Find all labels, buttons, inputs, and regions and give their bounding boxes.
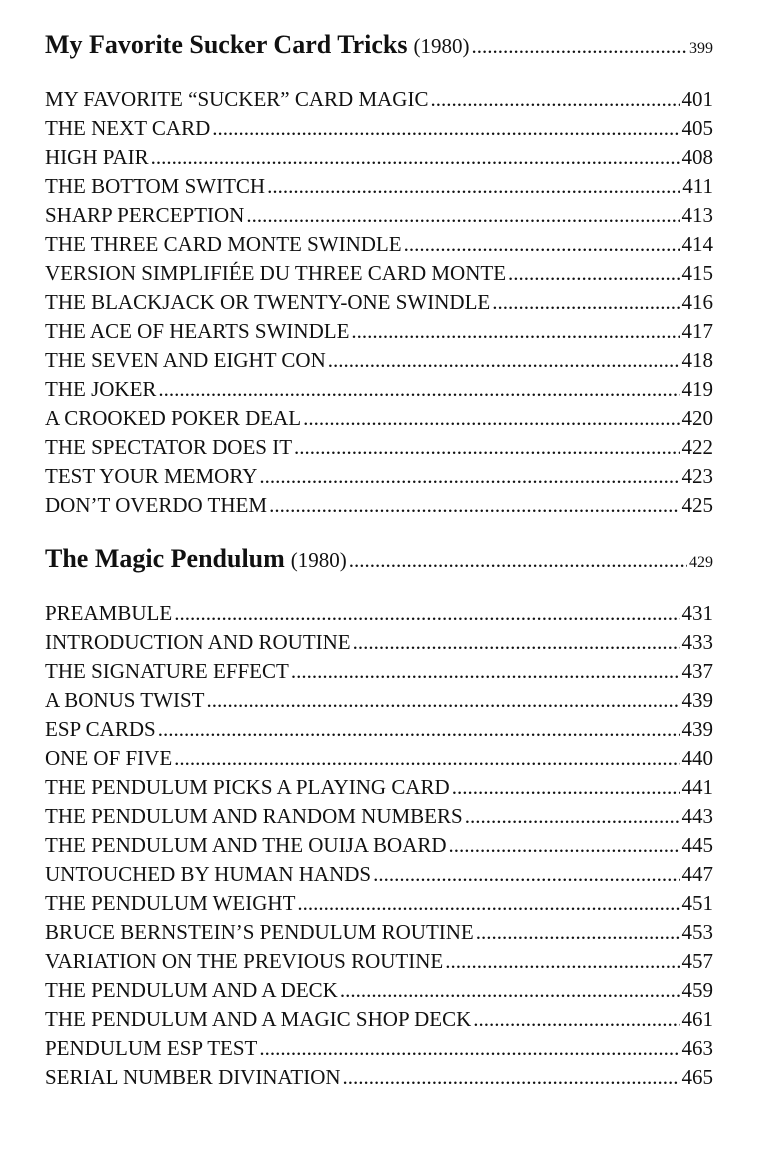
toc-entry[interactable] bbox=[45, 145, 713, 174]
dot-leader bbox=[404, 232, 680, 257]
toc-section-sucker-card-tricks bbox=[45, 30, 713, 522]
dot-leader bbox=[508, 261, 679, 286]
entry-title: THE SIGNATURE EFFECT bbox=[45, 659, 289, 683]
toc-entry[interactable] bbox=[45, 464, 713, 493]
toc-section-magic-pendulum bbox=[45, 544, 713, 1094]
section-page-number: 429 bbox=[689, 554, 713, 571]
toc-entry[interactable] bbox=[45, 630, 713, 659]
toc-entry[interactable] bbox=[45, 261, 713, 290]
entry-page-number: 457 bbox=[681, 949, 713, 973]
entry-page-number: 443 bbox=[681, 804, 713, 828]
entry-title: THE PENDULUM WEIGHT bbox=[45, 891, 296, 915]
entry-page-number: 422 bbox=[681, 435, 713, 459]
section-title: The Magic Pendulum bbox=[45, 544, 285, 573]
entry-page-number: 465 bbox=[681, 1065, 713, 1089]
dot-leader bbox=[259, 464, 679, 489]
dot-leader bbox=[472, 34, 687, 59]
dot-leader bbox=[465, 804, 680, 829]
toc-entry[interactable] bbox=[45, 406, 713, 435]
entry-page-number: 413 bbox=[681, 203, 713, 227]
toc-entry[interactable] bbox=[45, 659, 713, 688]
toc-entry[interactable] bbox=[45, 978, 713, 1007]
entry-page-number: 419 bbox=[681, 377, 713, 401]
section-heading[interactable] bbox=[45, 544, 713, 584]
entry-page-number: 453 bbox=[681, 920, 713, 944]
dot-leader bbox=[328, 348, 680, 373]
entry-list bbox=[45, 601, 713, 1094]
dot-leader bbox=[174, 601, 679, 626]
entry-page-number: 408 bbox=[681, 145, 713, 169]
entry-title: A CROOKED POKER DEAL bbox=[45, 406, 302, 430]
entry-page-number: 423 bbox=[681, 464, 713, 488]
entry-title: PREAMBULE bbox=[45, 601, 173, 625]
entry-page-number: 441 bbox=[681, 775, 713, 799]
entry-title: THE JOKER bbox=[45, 377, 157, 401]
dot-leader bbox=[476, 920, 680, 945]
toc-entry[interactable] bbox=[45, 601, 713, 630]
dot-leader bbox=[373, 862, 679, 887]
entry-title: THE PENDULUM AND RANDOM NUMBERS bbox=[45, 804, 463, 828]
dot-leader bbox=[492, 290, 679, 315]
entry-page-number: 416 bbox=[681, 290, 713, 314]
entry-page-number: 401 bbox=[681, 87, 713, 111]
dot-leader bbox=[212, 116, 679, 141]
entry-title: UNTOUCHED BY HUMAN HANDS bbox=[45, 862, 372, 886]
entry-page-number: 417 bbox=[681, 319, 713, 343]
entry-page-number: 411 bbox=[682, 174, 713, 198]
entry-title: ONE OF FIVE bbox=[45, 746, 173, 770]
dot-leader bbox=[259, 1036, 679, 1061]
entry-page-number: 415 bbox=[681, 261, 713, 285]
dot-leader bbox=[206, 688, 679, 713]
dot-leader bbox=[158, 377, 679, 402]
dot-leader bbox=[294, 435, 679, 460]
entry-page-number: 437 bbox=[681, 659, 713, 683]
dot-leader bbox=[452, 775, 680, 800]
toc-entry[interactable] bbox=[45, 1036, 713, 1065]
dot-leader bbox=[343, 1065, 680, 1090]
dot-leader bbox=[269, 493, 679, 518]
entry-page-number: 451 bbox=[681, 891, 713, 915]
dot-leader bbox=[351, 319, 679, 344]
dot-leader bbox=[174, 746, 679, 771]
toc-entry[interactable] bbox=[45, 1007, 713, 1036]
dot-leader bbox=[449, 833, 680, 858]
entry-page-number: 439 bbox=[681, 717, 713, 741]
entry-title: THE PENDULUM AND THE OUIJA BOARD bbox=[45, 833, 447, 857]
entry-page-number: 418 bbox=[681, 348, 713, 372]
entry-title: THE PENDULUM AND A MAGIC SHOP DECK bbox=[45, 1007, 472, 1031]
entry-page-number: 461 bbox=[681, 1007, 713, 1031]
section-heading[interactable] bbox=[45, 30, 713, 70]
toc-entry[interactable] bbox=[45, 920, 713, 949]
dot-leader bbox=[267, 174, 680, 199]
dot-leader bbox=[473, 1007, 679, 1032]
section-year: (1980) bbox=[290, 548, 347, 572]
toc-entry[interactable] bbox=[45, 348, 713, 377]
section-title: My Favorite Sucker Card Tricks bbox=[45, 30, 408, 59]
dot-leader bbox=[445, 949, 679, 974]
entry-page-number: 420 bbox=[681, 406, 713, 430]
toc-entry[interactable] bbox=[45, 290, 713, 319]
toc-entry[interactable] bbox=[45, 174, 713, 203]
entry-list bbox=[45, 87, 713, 522]
toc-entry[interactable] bbox=[45, 833, 713, 862]
entry-page-number: 433 bbox=[681, 630, 713, 654]
dot-leader bbox=[151, 145, 680, 170]
entry-page-number: 439 bbox=[681, 688, 713, 712]
section-page-number: 399 bbox=[689, 40, 713, 57]
entry-title: VARIATION ON THE PREVIOUS ROUTINE bbox=[45, 949, 444, 973]
dot-leader bbox=[349, 548, 687, 573]
toc-entry[interactable] bbox=[45, 717, 713, 746]
dot-leader bbox=[340, 978, 680, 1003]
entry-title: THE NEXT CARD bbox=[45, 116, 211, 140]
toc-entry[interactable] bbox=[45, 746, 713, 775]
toc-entry[interactable] bbox=[45, 493, 713, 522]
dot-leader bbox=[430, 87, 679, 112]
toc-entry[interactable] bbox=[45, 949, 713, 978]
toc-entry[interactable] bbox=[45, 116, 713, 145]
toc-entry[interactable] bbox=[45, 775, 713, 804]
entry-title: THE BOTTOM SWITCH bbox=[45, 174, 266, 198]
entry-title: THE ACE OF HEARTS SWINDLE bbox=[45, 319, 350, 343]
toc-entry[interactable] bbox=[45, 377, 713, 406]
entry-title: THE SEVEN AND EIGHT CON bbox=[45, 348, 326, 372]
entry-page-number: 463 bbox=[681, 1036, 713, 1060]
toc-entry[interactable] bbox=[45, 804, 713, 833]
entry-title: SERIAL NUMBER DIVINATION bbox=[45, 1065, 341, 1089]
entry-title: THE THREE CARD MONTE SWINDLE bbox=[45, 232, 402, 256]
entry-title: INTRODUCTION AND ROUTINE bbox=[45, 630, 351, 654]
entry-page-number: 414 bbox=[681, 232, 713, 256]
toc-entry[interactable] bbox=[45, 232, 713, 261]
toc-entry[interactable] bbox=[45, 862, 713, 891]
entry-page-number: 405 bbox=[681, 116, 713, 140]
entry-page-number: 431 bbox=[681, 601, 713, 625]
toc-entry[interactable] bbox=[45, 688, 713, 717]
entry-title: THE BLACKJACK OR TWENTY-ONE SWINDLE bbox=[45, 290, 491, 314]
entry-title: PENDULUM ESP TEST bbox=[45, 1036, 258, 1060]
dot-leader bbox=[291, 659, 680, 684]
toc-entry[interactable] bbox=[45, 203, 713, 232]
entry-page-number: 459 bbox=[681, 978, 713, 1002]
entry-page-number: 440 bbox=[681, 746, 713, 770]
entry-title: THE PENDULUM AND A DECK bbox=[45, 978, 338, 1002]
entry-title: MY FAVORITE “SUCKER” CARD MAGIC bbox=[45, 87, 429, 111]
toc-entry[interactable] bbox=[45, 1065, 713, 1094]
dot-leader bbox=[158, 717, 680, 742]
entry-page-number: 425 bbox=[681, 493, 713, 517]
entry-title: DON’T OVERDO THEM bbox=[45, 493, 268, 517]
toc-entry[interactable] bbox=[45, 891, 713, 920]
table-of-contents bbox=[45, 30, 713, 1094]
entry-title: BRUCE BERNSTEIN’S PENDULUM ROUTINE bbox=[45, 920, 474, 944]
entry-title: HIGH PAIR bbox=[45, 145, 149, 169]
entry-title: TEST YOUR MEMORY bbox=[45, 464, 258, 488]
dot-leader bbox=[353, 630, 680, 655]
entry-page-number: 447 bbox=[681, 862, 713, 886]
dot-leader bbox=[246, 203, 679, 228]
entry-title: SHARP PERCEPTION bbox=[45, 203, 245, 227]
entry-title: THE PENDULUM PICKS A PLAYING CARD bbox=[45, 775, 450, 799]
dot-leader bbox=[297, 891, 679, 916]
entry-title: THE SPECTATOR DOES IT bbox=[45, 435, 293, 459]
toc-entry[interactable] bbox=[45, 319, 713, 348]
entry-title: VERSION SIMPLIFIÉE DU THREE CARD MONTE bbox=[45, 261, 507, 285]
entry-title: ESP CARDS bbox=[45, 717, 156, 741]
toc-entry[interactable] bbox=[45, 87, 713, 116]
toc-entry[interactable] bbox=[45, 435, 713, 464]
section-year: (1980) bbox=[413, 34, 470, 58]
entry-title: A BONUS TWIST bbox=[45, 688, 205, 712]
entry-page-number: 445 bbox=[681, 833, 713, 857]
dot-leader bbox=[303, 406, 679, 431]
